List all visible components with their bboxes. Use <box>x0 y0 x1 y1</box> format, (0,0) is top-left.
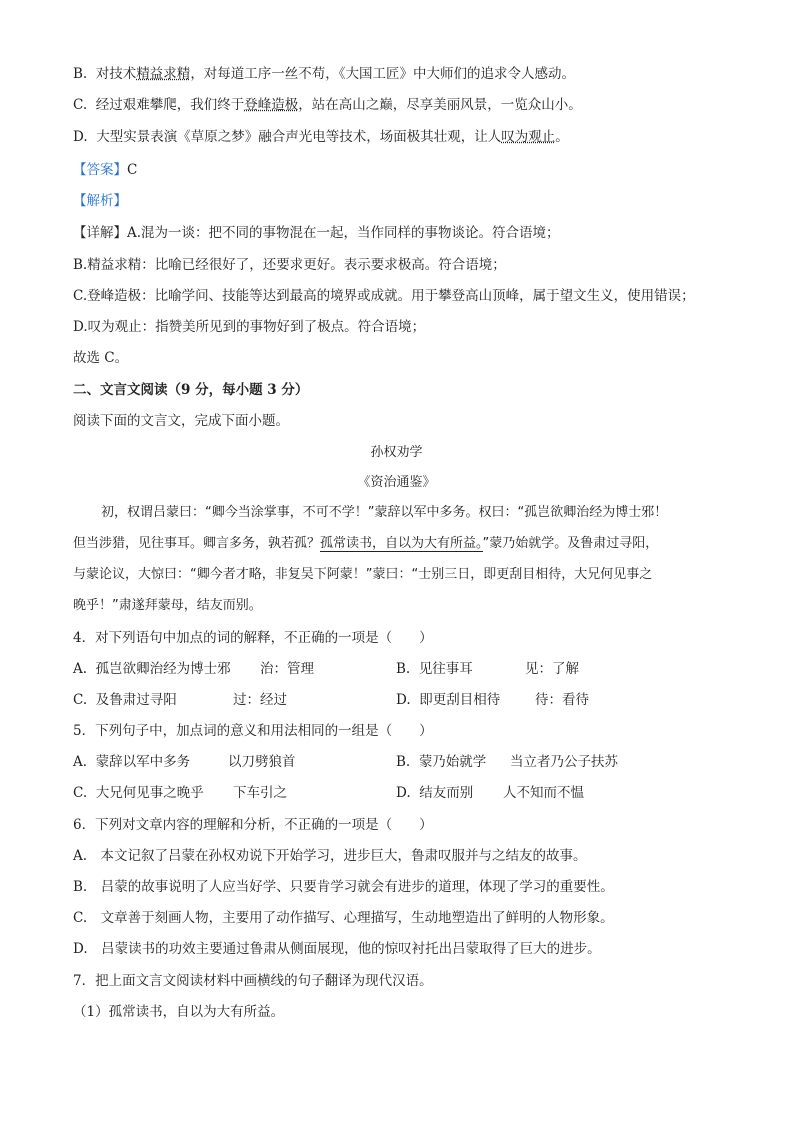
q5-row-ab <box>73 752 723 772</box>
option-label: C. <box>73 692 88 708</box>
option-text: 大兄何见事之晚乎 <box>95 785 204 801</box>
option-text: 蒙乃始就学 <box>418 754 487 770</box>
option-label: B. <box>73 66 88 82</box>
q4-row-ab <box>73 659 723 679</box>
answer-value: C <box>127 162 138 178</box>
option-text: 大型实景表演《草原之梦》融合声光电等技术，场面极其壮观，让人 <box>96 129 502 145</box>
q4-option-d <box>396 690 500 710</box>
q6-option-d: D. 吕蒙读书的功效主要通过鲁肃从侧面展现，他的惊叹衬托出吕蒙取得了巨大的进步。 <box>73 941 601 957</box>
q7-sub-1: （1）孤常读书，自以为大有所益。 <box>73 1004 285 1020</box>
option-text-2: 人不知而不愠 <box>503 785 584 801</box>
option-text: 及鲁肃过寻阳 <box>95 692 177 708</box>
detail-line-5: 故选 C。 <box>73 350 129 366</box>
option-text: 见往事耳 <box>418 661 473 677</box>
q7-stem: 7．把上面文言文阅读材料中画横线的句子翻译为现代汉语。 <box>73 973 433 989</box>
dotted-word: 登峰造极 <box>244 97 299 113</box>
option-label: C. <box>73 97 88 113</box>
passage-title: 孙权劝学 <box>370 445 423 460</box>
option-text: 蒙辞以军中多务 <box>95 754 191 770</box>
option-label: A. <box>73 661 88 677</box>
detail-line-3: C.登峰造极：比喻学问、技能等达到最高的境界或成就。用于攀登高山顶峰，属于望文生义，使用错误； <box>73 288 695 304</box>
q3-option-d <box>73 127 569 147</box>
option-label: C. <box>73 785 88 801</box>
underlined-sentence: 孤常读书，自以为大有所益。 <box>320 536 483 551</box>
option-text-2: 当立者乃公子扶苏 <box>510 754 618 770</box>
detail-tag: 【详解】 <box>73 225 127 241</box>
option-label: D. <box>73 129 88 145</box>
detail-line-4: D.叹为观止：指赞美所见到的事物好到了极点。符合语境； <box>73 319 426 335</box>
q6-stem: 6．下列对文章内容的理解和分析，不正确的一项是（ ） <box>73 817 433 833</box>
q6-option-a: A. 本文记叙了吕蒙在孙权劝说下开始学习，进步巨大，鲁肃叹服并与之结友的故事。 <box>73 848 587 864</box>
passage-line-4: 晚乎！”肃遂拜蒙母，结友而别。 <box>73 598 262 613</box>
option-text-2: 以刀劈狼首 <box>228 754 296 770</box>
option-label: D. <box>396 692 411 708</box>
option-text: 结友而别 <box>419 785 474 801</box>
option-text-rest: ，站在高山之巅，尽享美丽风景，一览众山小。 <box>298 97 582 113</box>
q4-option-b <box>396 659 473 679</box>
option-gloss: 见：了解 <box>525 661 579 677</box>
passage-line-2 <box>73 534 658 554</box>
option-label: A. <box>73 754 88 770</box>
passage-line-3: 与蒙论议，大惊曰：“卿今者才略，非复吴下阿蒙！”蒙曰：“士别三日，即更刮目相待，大兄何见事之 <box>73 567 653 582</box>
option-gloss: 治：管理 <box>260 661 314 677</box>
option-label: D. <box>396 785 411 801</box>
option-label: B. <box>396 661 411 677</box>
option-text: 即更刮目相待 <box>419 692 501 708</box>
passage-text: 但当涉猎，见往事耳。卿言多务，孰若孤？ <box>73 536 321 551</box>
option-text: 经过艰难攀爬，我们终于 <box>95 97 245 113</box>
option-label: B. <box>396 754 411 770</box>
detail-line-1 <box>73 223 560 243</box>
option-text-2: 下车引之 <box>233 785 287 801</box>
q4-row-cd <box>73 690 723 710</box>
option-text: 对技术 <box>95 66 137 82</box>
option-text-rest: ，对每道工序一丝不苟，《大国工匠》中大师们的追求令人感动。 <box>190 66 576 82</box>
q3-option-c <box>73 95 582 115</box>
detail-line-2: B.精益求精：比喻已经很好了，还要求更好。表示要求极高。符合语境； <box>73 257 506 273</box>
q5-stem: 5．下列句子中，加点词的意义和用法相同的一组是（ ） <box>73 723 433 739</box>
option-text: 孤岂欲卿治经为博士邪 <box>95 661 231 677</box>
q6-option-c: C. 文章善于刻画人物，主要用了动作描写、心理描写，生动地塑造出了鲜明的人物形象。 <box>73 910 614 926</box>
analysis-tag: 【解析】 <box>73 193 127 209</box>
option-gloss: 待：看待 <box>535 692 589 708</box>
passage-source: 《资治通鉴》 <box>357 475 436 490</box>
option-text-rest: 。 <box>555 129 569 145</box>
option-gloss: 过：经过 <box>233 692 287 708</box>
passage-text-rest: ”蒙乃始就学。及鲁肃过寻阳， <box>482 536 659 551</box>
detail-text: A.混为一谈：把不同的事物混在一起，当作同样的事物谈论。符合语境； <box>127 225 560 241</box>
analysis-line <box>73 191 127 211</box>
answer-line <box>73 160 137 180</box>
q5-option-d <box>396 783 473 803</box>
dotted-word: 叹为观止 <box>501 129 556 145</box>
section-title: 二、文言文阅读（9 分，每小题 3 分） <box>73 382 309 398</box>
q6-option-b: B. 吕蒙的故事说明了人应当好学、只要肯学习就会有进步的道理，体现了学习的重要性。 <box>73 879 614 895</box>
dotted-word: 精益求精 <box>136 66 191 82</box>
q4-stem: 4．对下列语句中加点的词的解释，不正确的一项是（ ） <box>73 630 433 646</box>
answer-tag: 【答案】 <box>73 162 127 178</box>
passage-line-1: 初，权谓吕蒙曰：“卿今当涂掌事，不可不学！”蒙辞以军中多务。权曰：“孤岂欲卿治经为博士邪！ <box>101 505 668 520</box>
q5-row-cd <box>73 783 723 803</box>
q5-option-b <box>396 752 486 772</box>
section-instruction: 阅读下面的文言文，完成下面小题。 <box>73 413 289 429</box>
q3-option-b <box>73 64 575 84</box>
